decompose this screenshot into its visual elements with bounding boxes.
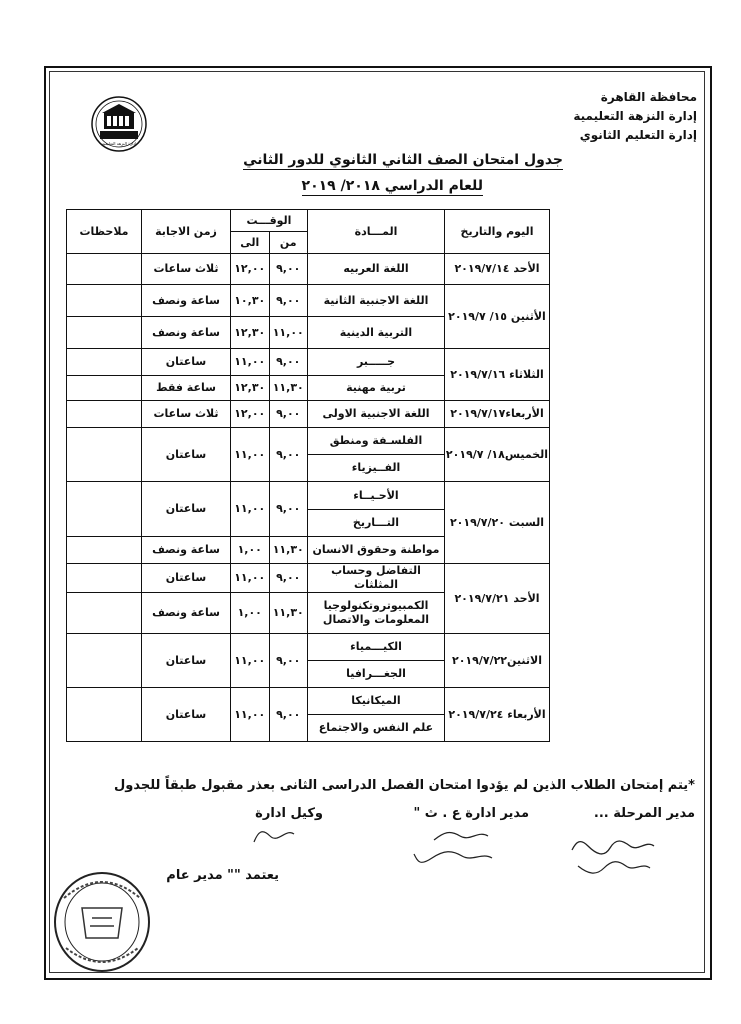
notes-cell — [67, 688, 142, 742]
from-cell: ١١,٣٠ — [269, 376, 308, 401]
to-cell: ١٢,٣٠ — [231, 376, 270, 401]
official-stamp-icon — [52, 868, 152, 974]
to-cell: ١٢,٠٠ — [231, 254, 270, 285]
header-duration: زمن الاجابة — [142, 210, 231, 254]
header-to: الى — [231, 232, 270, 254]
notes-cell — [67, 634, 142, 688]
day-cell: الخميس١٨/ ٢٠١٩/٧ — [445, 428, 550, 482]
from-cell: ٩,٠٠ — [269, 285, 308, 317]
subject-cell: التـــاريخ — [308, 510, 445, 537]
notes-cell — [67, 254, 142, 285]
notes-cell — [67, 482, 142, 537]
stage-director-signature-icon — [566, 836, 662, 880]
day-cell: السبت ٢٠١٩/٧/٢٠ — [445, 482, 550, 564]
day-cell: الاثنين٢٠١٩/٧/٢٢ — [445, 634, 550, 688]
day-cell: الأحد ٢٠١٩/٧/٢١ — [445, 564, 550, 634]
from-cell: ١١,٠٠ — [269, 317, 308, 349]
subject-cell: اللغة الاجنبية الثانية — [308, 285, 445, 317]
subject-cell: الفلسـفة ومنطق — [308, 428, 445, 455]
from-cell: ٩,٠٠ — [269, 688, 308, 742]
subject-cell: الميكانيكا — [308, 688, 445, 715]
subject-cell: الفــيزياء — [308, 455, 445, 482]
title-line1: جدول امتحان الصف الثاني الثانوي للدور الثاني — [243, 152, 563, 168]
duration-cell: ساعة ونصف — [142, 285, 231, 317]
title-line2: للعام الدراسي ٢٠١٨/ ٢٠١٩ — [301, 178, 483, 194]
day-cell: الأربعاء٢٠١٩/٧/١٧ — [445, 401, 550, 428]
day-cell: الأثنين ١٥/ ٢٠١٩/٧ — [445, 285, 550, 349]
deputy-label: وكيل ادارة — [255, 806, 323, 821]
subject-cell: جـــــبر — [308, 349, 445, 376]
to-cell: ١٠,٣٠ — [231, 285, 270, 317]
stage-director-label: مدير المرحلة ... — [593, 806, 695, 821]
from-cell: ٩,٠٠ — [269, 349, 308, 376]
notes-cell — [67, 376, 142, 401]
day-cell: الثلاثاء ٢٠١٩/٧/١٦ — [445, 349, 550, 401]
from-cell: ١١,٣٠ — [269, 537, 308, 564]
subject-cell: التربية الدينية — [308, 317, 445, 349]
footer-note: *يتم إمتحان الطلاب الذين لم يؤدوا امتحان الفصل الدراسى الثانى بعذر مقبول طبقاً للجدول — [114, 778, 695, 793]
header-notes: ملاحظات — [67, 210, 142, 254]
office-label: إدارة التعليم الثانوي — [579, 128, 697, 142]
to-cell: ١١,٠٠ — [231, 688, 270, 742]
from-cell: ٩,٠٠ — [269, 564, 308, 593]
duration-cell: ساعتان — [142, 482, 231, 537]
header-time: الوقـــت — [231, 210, 308, 232]
to-cell: ١,٠٠ — [231, 537, 270, 564]
duration-cell: ساعتان — [142, 564, 231, 593]
duration-cell: ساعة فقط — [142, 376, 231, 401]
notes-cell — [67, 317, 142, 349]
subject-cell: الكيـــمياء — [308, 634, 445, 661]
duration-cell: ساعتان — [142, 428, 231, 482]
header-day-date: اليوم والتاريخ — [445, 210, 550, 254]
to-cell: ١١,٠٠ — [231, 634, 270, 688]
notes-cell — [67, 564, 142, 593]
from-cell: ٩,٠٠ — [269, 401, 308, 428]
from-cell: ١١,٣٠ — [269, 593, 308, 634]
from-cell: ٩,٠٠ — [269, 634, 308, 688]
subject-cell: الأحـيــاء — [308, 482, 445, 510]
notes-cell — [67, 285, 142, 317]
day-cell: الأربعاء ٢٠١٩/٧/٢٤ — [445, 688, 550, 742]
notes-cell — [67, 401, 142, 428]
admin-director-signature-icon — [408, 828, 498, 868]
to-cell: ١١,٠٠ — [231, 349, 270, 376]
duration-cell: ساعة ونصف — [142, 317, 231, 349]
to-cell: ١١,٠٠ — [231, 482, 270, 537]
notes-cell — [67, 349, 142, 376]
duration-cell: ساعة ونصف — [142, 537, 231, 564]
duration-cell: ساعتان — [142, 634, 231, 688]
to-cell: ١١,٠٠ — [231, 564, 270, 593]
admin-director-label: مدير ادارة ع . ث " — [413, 806, 529, 821]
to-cell: ١٢,٣٠ — [231, 317, 270, 349]
subject-cell: اللغة العربيه — [308, 254, 445, 285]
to-cell: ١٢,٠٠ — [231, 401, 270, 428]
approval-label: يعتمد "" مدير عام — [166, 868, 279, 883]
department-label: إدارة النزهة التعليمية — [573, 109, 697, 123]
duration-cell: ساعتان — [142, 349, 231, 376]
from-cell: ٩,٠٠ — [269, 482, 308, 537]
header-subject: المـــادة — [308, 210, 445, 254]
duration-cell: ساعة ونصف — [142, 593, 231, 634]
subject-cell: الكمبيوتروتكنولوجيا المعلومات والاتصال — [308, 593, 445, 634]
exam-schedule-table — [66, 209, 550, 742]
to-cell: ١,٠٠ — [231, 593, 270, 634]
subject-cell: التفاضل وحساب المثلثات — [308, 564, 445, 593]
deputy-signature-icon — [250, 826, 300, 852]
header-from: من — [269, 232, 308, 254]
from-cell: ٩,٠٠ — [269, 428, 308, 482]
to-cell: ١١,٠٠ — [231, 428, 270, 482]
notes-cell — [67, 428, 142, 482]
nozha-logo-icon — [90, 95, 148, 153]
duration-cell: ساعتان — [142, 688, 231, 742]
duration-cell: ثلاث ساعات — [142, 401, 231, 428]
subject-cell: تربية مهنية — [308, 376, 445, 401]
subject-cell: علم النفس والاجتماع — [308, 715, 445, 742]
subject-cell: الجغـــرافيا — [308, 661, 445, 688]
from-cell: ٩,٠٠ — [269, 254, 308, 285]
day-cell: الأحد ٢٠١٩/٧/١٤ — [445, 254, 550, 285]
duration-cell: ثلاث ساعات — [142, 254, 231, 285]
svg-text:إدارة النزهة التعليمية: إدارة النزهة التعليمية — [101, 141, 137, 146]
notes-cell — [67, 537, 142, 564]
governorate-label: محافظة القاهرة — [600, 90, 697, 104]
notes-cell — [67, 593, 142, 634]
subject-cell: مواطنة وحقوق الانسان — [308, 537, 445, 564]
subject-cell: اللغة الاجنبية الاولى — [308, 401, 445, 428]
